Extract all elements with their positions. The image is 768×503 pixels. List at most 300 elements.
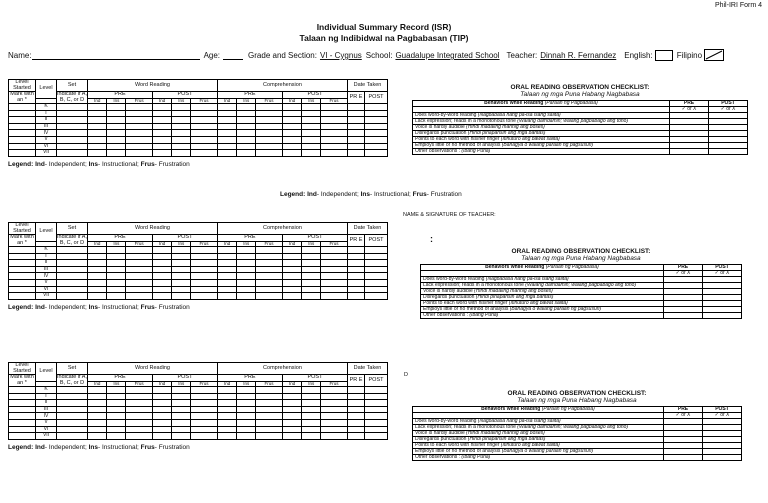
entry-cell[interactable]: [365, 286, 388, 293]
entry-cell[interactable]: [365, 130, 388, 137]
entry-cell[interactable]: [126, 279, 153, 286]
entry-cell[interactable]: [321, 123, 348, 130]
entry-cell[interactable]: [321, 419, 348, 426]
entry-cell[interactable]: [126, 393, 153, 400]
entry-cell[interactable]: [282, 279, 301, 286]
entry-cell[interactable]: [191, 104, 218, 111]
entry-cell[interactable]: [172, 286, 191, 293]
entry-cell[interactable]: [282, 426, 301, 433]
entry-cell[interactable]: [57, 279, 88, 286]
entry-cell[interactable]: [321, 387, 348, 394]
entry-cell[interactable]: [217, 393, 236, 400]
entry-cell[interactable]: [57, 150, 88, 157]
entry-cell[interactable]: [365, 393, 388, 400]
entry-cell[interactable]: [88, 273, 107, 280]
entry-cell[interactable]: [237, 247, 256, 254]
entry-cell[interactable]: [107, 130, 126, 137]
entry-cell[interactable]: [172, 413, 191, 420]
entry-cell[interactable]: [57, 117, 88, 124]
entry-cell[interactable]: [237, 273, 256, 280]
entry-cell[interactable]: [88, 400, 107, 407]
entry-cell[interactable]: [302, 110, 321, 117]
entry-cell[interactable]: [57, 419, 88, 426]
entry-cell[interactable]: [57, 286, 88, 293]
entry-cell[interactable]: [126, 293, 153, 300]
entry-cell[interactable]: [172, 143, 191, 150]
entry-cell[interactable]: [57, 426, 88, 433]
entry-cell[interactable]: [152, 406, 171, 413]
entry-cell[interactable]: [172, 393, 191, 400]
entry-cell[interactable]: [237, 136, 256, 143]
entry-cell[interactable]: [256, 260, 283, 267]
entry-cell[interactable]: [9, 150, 36, 157]
entry-cell[interactable]: [282, 273, 301, 280]
entry-cell[interactable]: [9, 260, 36, 267]
entry-cell[interactable]: [348, 293, 365, 300]
entry-cell[interactable]: [237, 286, 256, 293]
entry-cell[interactable]: [107, 393, 126, 400]
entry-cell[interactable]: [217, 104, 236, 111]
entry-cell[interactable]: [126, 110, 153, 117]
entry-cell[interactable]: [256, 123, 283, 130]
entry-cell[interactable]: [88, 286, 107, 293]
entry-cell[interactable]: [107, 123, 126, 130]
entry-cell[interactable]: [348, 110, 365, 117]
entry-cell[interactable]: [256, 150, 283, 157]
filipino-checkbox[interactable]: [704, 49, 724, 61]
entry-cell[interactable]: [282, 260, 301, 267]
entry-cell[interactable]: [126, 150, 153, 157]
entry-cell[interactable]: [217, 286, 236, 293]
entry-cell[interactable]: [348, 433, 365, 440]
entry-cell[interactable]: [302, 266, 321, 273]
entry-cell[interactable]: [88, 426, 107, 433]
entry-cell[interactable]: [256, 130, 283, 137]
entry-cell[interactable]: [282, 286, 301, 293]
entry-cell[interactable]: [9, 286, 36, 293]
entry-cell[interactable]: [321, 143, 348, 150]
entry-cell[interactable]: [321, 150, 348, 157]
entry-cell[interactable]: [172, 123, 191, 130]
entry-cell[interactable]: [191, 393, 218, 400]
entry-cell[interactable]: [348, 400, 365, 407]
entry-cell[interactable]: [191, 130, 218, 137]
entry-cell[interactable]: [126, 406, 153, 413]
entry-cell[interactable]: [282, 123, 301, 130]
entry-cell[interactable]: [57, 400, 88, 407]
entry-cell[interactable]: [57, 266, 88, 273]
pre-mark-cell[interactable]: [670, 149, 709, 155]
entry-cell[interactable]: [256, 400, 283, 407]
entry-cell[interactable]: [321, 406, 348, 413]
entry-cell[interactable]: [152, 286, 171, 293]
entry-cell[interactable]: [191, 400, 218, 407]
entry-cell[interactable]: [256, 247, 283, 254]
entry-cell[interactable]: [365, 266, 388, 273]
entry-cell[interactable]: [365, 117, 388, 124]
entry-cell[interactable]: [348, 393, 365, 400]
entry-cell[interactable]: [217, 279, 236, 286]
entry-cell[interactable]: [152, 136, 171, 143]
entry-cell[interactable]: [152, 400, 171, 407]
entry-cell[interactable]: [302, 433, 321, 440]
entry-cell[interactable]: [191, 426, 218, 433]
entry-cell[interactable]: [107, 136, 126, 143]
entry-cell[interactable]: [348, 253, 365, 260]
entry-cell[interactable]: [302, 387, 321, 394]
entry-cell[interactable]: [88, 110, 107, 117]
entry-cell[interactable]: [126, 413, 153, 420]
entry-cell[interactable]: [88, 247, 107, 254]
entry-cell[interactable]: [9, 419, 36, 426]
entry-cell[interactable]: [172, 406, 191, 413]
entry-cell[interactable]: [217, 266, 236, 273]
entry-cell[interactable]: [282, 266, 301, 273]
entry-cell[interactable]: [256, 279, 283, 286]
entry-cell[interactable]: [152, 293, 171, 300]
entry-cell[interactable]: [348, 117, 365, 124]
entry-cell[interactable]: [191, 419, 218, 426]
entry-cell[interactable]: [9, 247, 36, 254]
entry-cell[interactable]: [256, 104, 283, 111]
entry-cell[interactable]: [88, 117, 107, 124]
entry-cell[interactable]: [321, 286, 348, 293]
entry-cell[interactable]: [282, 293, 301, 300]
name-field[interactable]: [32, 51, 200, 60]
entry-cell[interactable]: [172, 400, 191, 407]
entry-cell[interactable]: [172, 247, 191, 254]
entry-cell[interactable]: [302, 143, 321, 150]
entry-cell[interactable]: [126, 387, 153, 394]
entry-cell[interactable]: [191, 266, 218, 273]
entry-cell[interactable]: [172, 273, 191, 280]
entry-cell[interactable]: [348, 260, 365, 267]
entry-cell[interactable]: [191, 143, 218, 150]
entry-cell[interactable]: [217, 433, 236, 440]
entry-cell[interactable]: [107, 273, 126, 280]
entry-cell[interactable]: [348, 247, 365, 254]
entry-cell[interactable]: [152, 117, 171, 124]
entry-cell[interactable]: [88, 260, 107, 267]
entry-cell[interactable]: [126, 104, 153, 111]
entry-cell[interactable]: [237, 266, 256, 273]
entry-cell[interactable]: [9, 253, 36, 260]
entry-cell[interactable]: [237, 387, 256, 394]
entry-cell[interactable]: [126, 266, 153, 273]
entry-cell[interactable]: [152, 110, 171, 117]
entry-cell[interactable]: [107, 253, 126, 260]
entry-cell[interactable]: [152, 247, 171, 254]
entry-cell[interactable]: [302, 279, 321, 286]
entry-cell[interactable]: [282, 433, 301, 440]
entry-cell[interactable]: [321, 136, 348, 143]
entry-cell[interactable]: [348, 136, 365, 143]
entry-cell[interactable]: [237, 123, 256, 130]
entry-cell[interactable]: [302, 136, 321, 143]
entry-cell[interactable]: [302, 273, 321, 280]
entry-cell[interactable]: [237, 433, 256, 440]
entry-cell[interactable]: [172, 253, 191, 260]
entry-cell[interactable]: [57, 123, 88, 130]
entry-cell[interactable]: [172, 426, 191, 433]
entry-cell[interactable]: [237, 104, 256, 111]
entry-cell[interactable]: [191, 150, 218, 157]
entry-cell[interactable]: [107, 279, 126, 286]
entry-cell[interactable]: [9, 143, 36, 150]
entry-cell[interactable]: [191, 260, 218, 267]
entry-cell[interactable]: [107, 117, 126, 124]
entry-cell[interactable]: [321, 266, 348, 273]
entry-cell[interactable]: [348, 413, 365, 420]
pre-mark-cell[interactable]: [664, 455, 703, 461]
entry-cell[interactable]: [348, 266, 365, 273]
entry-cell[interactable]: [321, 110, 348, 117]
entry-cell[interactable]: [191, 123, 218, 130]
entry-cell[interactable]: [9, 400, 36, 407]
entry-cell[interactable]: [107, 419, 126, 426]
entry-cell[interactable]: [256, 393, 283, 400]
entry-cell[interactable]: [88, 104, 107, 111]
entry-cell[interactable]: [57, 406, 88, 413]
entry-cell[interactable]: [88, 123, 107, 130]
entry-cell[interactable]: [256, 273, 283, 280]
entry-cell[interactable]: [256, 387, 283, 394]
entry-cell[interactable]: [152, 104, 171, 111]
entry-cell[interactable]: [302, 130, 321, 137]
entry-cell[interactable]: [152, 393, 171, 400]
entry-cell[interactable]: [88, 419, 107, 426]
entry-cell[interactable]: [237, 117, 256, 124]
entry-cell[interactable]: [107, 150, 126, 157]
entry-cell[interactable]: [107, 413, 126, 420]
entry-cell[interactable]: [302, 104, 321, 111]
entry-cell[interactable]: [217, 293, 236, 300]
entry-cell[interactable]: [88, 393, 107, 400]
entry-cell[interactable]: [57, 273, 88, 280]
entry-cell[interactable]: [217, 406, 236, 413]
entry-cell[interactable]: [217, 123, 236, 130]
entry-cell[interactable]: [217, 419, 236, 426]
entry-cell[interactable]: [152, 253, 171, 260]
post-mark-cell[interactable]: [703, 313, 742, 319]
entry-cell[interactable]: [57, 387, 88, 394]
entry-cell[interactable]: [365, 400, 388, 407]
entry-cell[interactable]: [256, 419, 283, 426]
entry-cell[interactable]: [126, 273, 153, 280]
entry-cell[interactable]: [152, 143, 171, 150]
entry-cell[interactable]: [365, 104, 388, 111]
entry-cell[interactable]: [88, 293, 107, 300]
entry-cell[interactable]: [302, 419, 321, 426]
entry-cell[interactable]: [217, 117, 236, 124]
entry-cell[interactable]: [365, 387, 388, 394]
entry-cell[interactable]: [348, 279, 365, 286]
entry-cell[interactable]: [152, 426, 171, 433]
entry-cell[interactable]: [365, 260, 388, 267]
entry-cell[interactable]: [172, 136, 191, 143]
entry-cell[interactable]: [256, 253, 283, 260]
entry-cell[interactable]: [217, 110, 236, 117]
entry-cell[interactable]: [57, 104, 88, 111]
entry-cell[interactable]: [88, 387, 107, 394]
entry-cell[interactable]: [217, 387, 236, 394]
entry-cell[interactable]: [126, 136, 153, 143]
entry-cell[interactable]: [302, 123, 321, 130]
entry-cell[interactable]: [282, 393, 301, 400]
entry-cell[interactable]: [191, 406, 218, 413]
entry-cell[interactable]: [9, 130, 36, 137]
entry-cell[interactable]: [107, 433, 126, 440]
entry-cell[interactable]: [9, 279, 36, 286]
entry-cell[interactable]: [107, 387, 126, 394]
entry-cell[interactable]: [126, 247, 153, 254]
entry-cell[interactable]: [256, 426, 283, 433]
entry-cell[interactable]: [365, 433, 388, 440]
entry-cell[interactable]: [172, 433, 191, 440]
entry-cell[interactable]: [9, 387, 36, 394]
entry-cell[interactable]: [256, 136, 283, 143]
entry-cell[interactable]: [57, 260, 88, 267]
entry-cell[interactable]: [348, 104, 365, 111]
entry-cell[interactable]: [348, 406, 365, 413]
entry-cell[interactable]: [348, 273, 365, 280]
entry-cell[interactable]: [282, 400, 301, 407]
entry-cell[interactable]: [191, 136, 218, 143]
entry-cell[interactable]: [107, 406, 126, 413]
entry-cell[interactable]: [217, 253, 236, 260]
entry-cell[interactable]: [302, 286, 321, 293]
entry-cell[interactable]: [321, 273, 348, 280]
entry-cell[interactable]: [172, 150, 191, 157]
entry-cell[interactable]: [365, 426, 388, 433]
entry-cell[interactable]: [191, 279, 218, 286]
entry-cell[interactable]: [302, 260, 321, 267]
entry-cell[interactable]: [237, 130, 256, 137]
entry-cell[interactable]: [172, 387, 191, 394]
entry-cell[interactable]: [191, 110, 218, 117]
entry-cell[interactable]: [88, 279, 107, 286]
entry-cell[interactable]: [217, 426, 236, 433]
entry-cell[interactable]: [365, 136, 388, 143]
entry-cell[interactable]: [282, 136, 301, 143]
entry-cell[interactable]: [126, 433, 153, 440]
entry-cell[interactable]: [88, 413, 107, 420]
entry-cell[interactable]: [282, 387, 301, 394]
entry-cell[interactable]: [126, 426, 153, 433]
entry-cell[interactable]: [348, 426, 365, 433]
entry-cell[interactable]: [282, 150, 301, 157]
entry-cell[interactable]: [57, 393, 88, 400]
entry-cell[interactable]: [282, 253, 301, 260]
entry-cell[interactable]: [321, 426, 348, 433]
age-field[interactable]: [223, 51, 243, 60]
english-checkbox[interactable]: [655, 50, 673, 61]
entry-cell[interactable]: [152, 419, 171, 426]
entry-cell[interactable]: [126, 143, 153, 150]
entry-cell[interactable]: [126, 260, 153, 267]
entry-cell[interactable]: [237, 150, 256, 157]
entry-cell[interactable]: [191, 413, 218, 420]
entry-cell[interactable]: [172, 293, 191, 300]
entry-cell[interactable]: [321, 293, 348, 300]
entry-cell[interactable]: [365, 406, 388, 413]
entry-cell[interactable]: [282, 110, 301, 117]
entry-cell[interactable]: [365, 293, 388, 300]
entry-cell[interactable]: [348, 150, 365, 157]
entry-cell[interactable]: [348, 130, 365, 137]
entry-cell[interactable]: [107, 286, 126, 293]
entry-cell[interactable]: [152, 433, 171, 440]
entry-cell[interactable]: [9, 393, 36, 400]
entry-cell[interactable]: [321, 130, 348, 137]
entry-cell[interactable]: [237, 279, 256, 286]
post-mark-cell[interactable]: [703, 455, 742, 461]
entry-cell[interactable]: [237, 426, 256, 433]
post-mark-cell[interactable]: [709, 149, 748, 155]
entry-cell[interactable]: [152, 266, 171, 273]
entry-cell[interactable]: [152, 260, 171, 267]
entry-cell[interactable]: [126, 253, 153, 260]
entry-cell[interactable]: [126, 419, 153, 426]
entry-cell[interactable]: [57, 413, 88, 420]
entry-cell[interactable]: [348, 419, 365, 426]
entry-cell[interactable]: [302, 247, 321, 254]
entry-cell[interactable]: [348, 143, 365, 150]
entry-cell[interactable]: [88, 130, 107, 137]
entry-cell[interactable]: [237, 419, 256, 426]
entry-cell[interactable]: [172, 104, 191, 111]
entry-cell[interactable]: [172, 130, 191, 137]
entry-cell[interactable]: [256, 266, 283, 273]
entry-cell[interactable]: [191, 253, 218, 260]
entry-cell[interactable]: [57, 130, 88, 137]
entry-cell[interactable]: [152, 150, 171, 157]
entry-cell[interactable]: [302, 400, 321, 407]
entry-cell[interactable]: [107, 293, 126, 300]
entry-cell[interactable]: [88, 136, 107, 143]
entry-cell[interactable]: [348, 387, 365, 394]
entry-cell[interactable]: [321, 400, 348, 407]
entry-cell[interactable]: [321, 413, 348, 420]
entry-cell[interactable]: [237, 406, 256, 413]
entry-cell[interactable]: [282, 130, 301, 137]
entry-cell[interactable]: [365, 419, 388, 426]
entry-cell[interactable]: [88, 150, 107, 157]
entry-cell[interactable]: [321, 117, 348, 124]
entry-cell[interactable]: [9, 406, 36, 413]
entry-cell[interactable]: [365, 110, 388, 117]
entry-cell[interactable]: [365, 150, 388, 157]
entry-cell[interactable]: [152, 279, 171, 286]
entry-cell[interactable]: [57, 143, 88, 150]
entry-cell[interactable]: [57, 110, 88, 117]
entry-cell[interactable]: [365, 247, 388, 254]
entry-cell[interactable]: [88, 143, 107, 150]
entry-cell[interactable]: [365, 413, 388, 420]
entry-cell[interactable]: [152, 413, 171, 420]
entry-cell[interactable]: [348, 123, 365, 130]
entry-cell[interactable]: [321, 104, 348, 111]
entry-cell[interactable]: [217, 143, 236, 150]
entry-cell[interactable]: [217, 150, 236, 157]
entry-cell[interactable]: [107, 426, 126, 433]
entry-cell[interactable]: [256, 413, 283, 420]
entry-cell[interactable]: [172, 419, 191, 426]
entry-cell[interactable]: [172, 279, 191, 286]
entry-cell[interactable]: [365, 279, 388, 286]
entry-cell[interactable]: [107, 400, 126, 407]
entry-cell[interactable]: [88, 266, 107, 273]
